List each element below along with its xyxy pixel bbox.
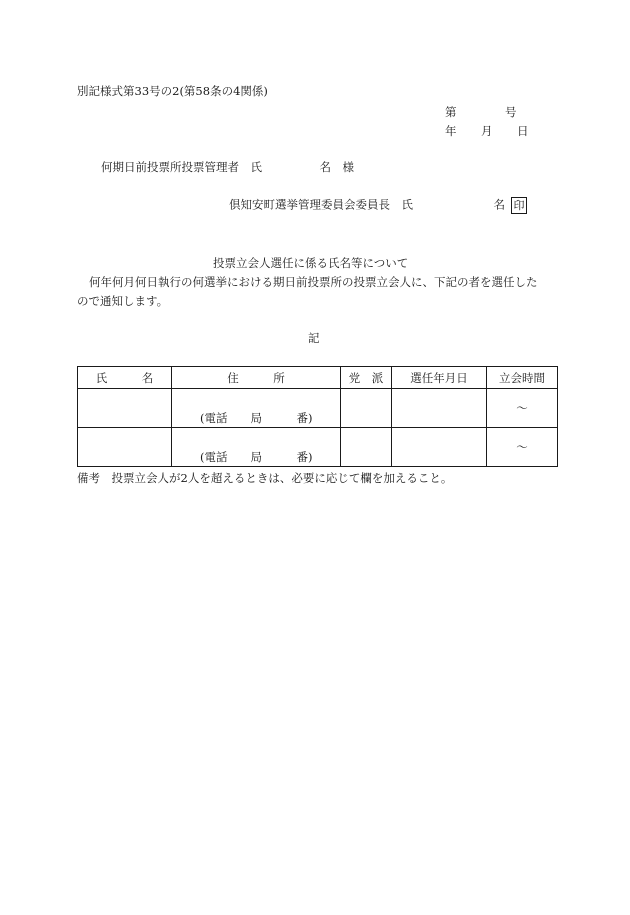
cell-party (341, 428, 392, 467)
cell-appointed-date (392, 389, 487, 428)
phone-label: (電話 局 番) (200, 450, 313, 464)
cell-address (172, 428, 341, 467)
header-name (78, 367, 172, 389)
body-text-line-1: 何年何月何日執行の何選挙における期日前投票所の投票立会人に、下記の者を選任した (89, 275, 538, 289)
table-row (78, 428, 558, 467)
cell-address (172, 389, 341, 428)
phone-label: (電話 局 番) (200, 411, 313, 425)
header-attendance-time: 立会時間 (487, 367, 558, 389)
cell-attendance-time: ～ (487, 389, 558, 428)
sender-name: 倶知安町選挙管理委員会委員長 氏 名 (229, 197, 505, 212)
cell-name (78, 428, 172, 467)
header-name-char-1: 氏 (95, 370, 108, 385)
table-row (78, 389, 558, 428)
form-heading: 別記様式第33号の2(第58条の4関係) (77, 84, 268, 98)
cell-attendance-time: ～ (487, 428, 558, 467)
header-party: 党 派 (341, 367, 392, 389)
header-name-char-2: 名 (141, 370, 154, 385)
remarks-note: 備考 投票立会人が2人を超えるときは、必要に応じて欄を加えること。 (77, 471, 453, 485)
recipient-line: 何期日前投票所投票管理者 氏 名 様 (101, 160, 354, 174)
body-text-line-2: ので通知します。 (77, 294, 169, 308)
document-title: 投票立会人選任に係る氏名等について (213, 256, 409, 270)
ki-label: 記 (308, 331, 320, 345)
seal-mark: 印 (511, 197, 527, 214)
appointee-table (77, 366, 558, 467)
cell-name (78, 389, 172, 428)
table-header-row (78, 367, 558, 389)
header-appointed-date: 選任年月日 (392, 367, 487, 389)
number-line: 第 号 (445, 105, 517, 119)
cell-party (341, 389, 392, 428)
cell-appointed-date (392, 428, 487, 467)
date-line: 年 月 日 (445, 124, 529, 138)
sender-line (229, 197, 527, 214)
header-address: 住 所 (172, 367, 341, 389)
